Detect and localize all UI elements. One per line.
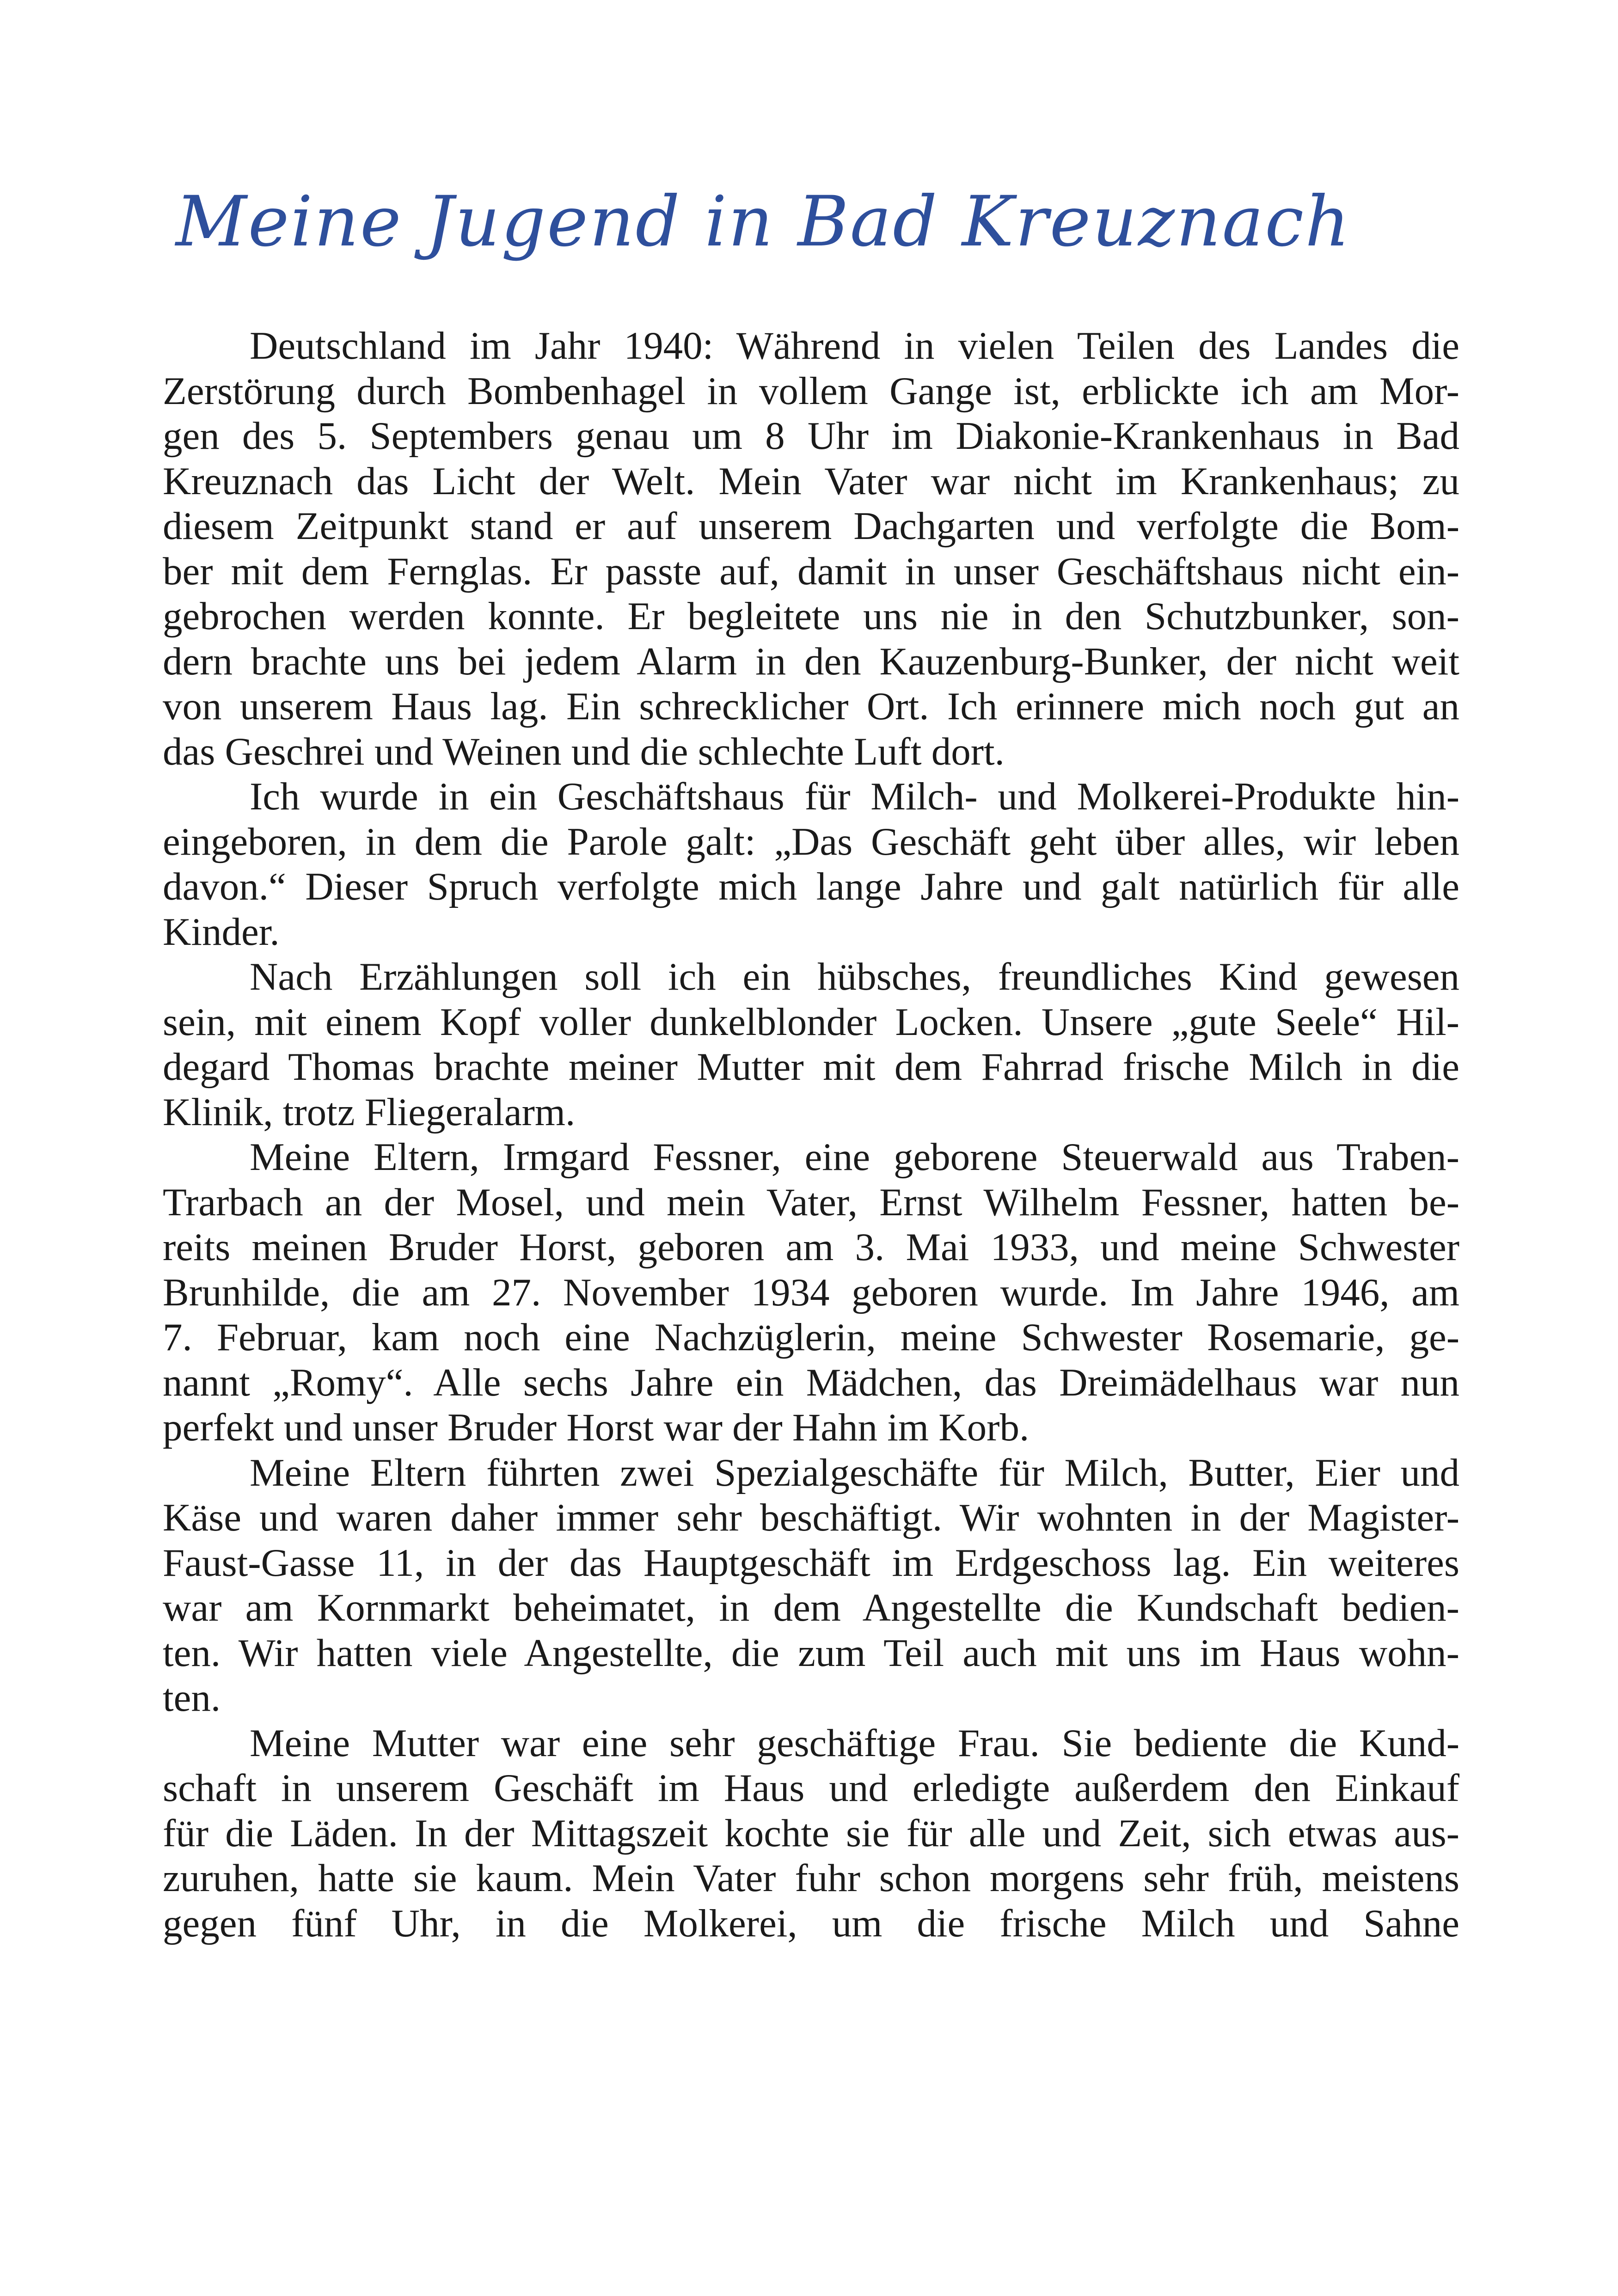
text-line: ber mit dem Fernglas. Er passte auf, damit in unser Geschäftshaus nicht ein- xyxy=(163,549,1459,593)
text-line: Meine Eltern, Irmgard Fessner, eine geborene Steuerwald aus Traben- xyxy=(250,1135,1459,1179)
text-line: Meine Mutter war eine sehr geschäftige Frau. Sie bediente die Kund- xyxy=(250,1721,1459,1765)
text-line: schaft in unserem Geschäft im Haus und erledigte außerdem den Einkauf xyxy=(163,1766,1459,1810)
text-line: Käse und waren daher immer sehr beschäftigt. Wir wohnten in der Magister- xyxy=(163,1496,1459,1539)
text-line: zuruhen, hatte sie kaum. Mein Vater fuhr schon morgens sehr früh, meistens xyxy=(163,1856,1459,1900)
text-line: gegen fünf Uhr, in die Molkerei, um die frische Milch und Sahne xyxy=(163,1901,1459,1945)
text-line: gebrochen werden konnte. Er begleitete uns nie in den Schutzbunker, son- xyxy=(163,594,1459,638)
text-line: Kinder. xyxy=(163,910,280,954)
text-line: gen des 5. Septembers genau um 8 Uhr im Diakonie-Krankenhaus in Bad xyxy=(163,414,1459,458)
text-line: Trarbach an der Mosel, und mein Vater, Ernst Wilhelm Fessner, hatten be- xyxy=(163,1180,1459,1224)
text-line: Faust-Gasse 11, in der das Hauptgeschäft im Erdgeschoss lag. Ein weiteres xyxy=(163,1541,1459,1585)
text-line: war am Kornmarkt beheimatet, in dem Angestellte die Kundschaft bedien- xyxy=(163,1586,1459,1629)
text-line: Klinik, trotz Fliegeralarm. xyxy=(163,1090,576,1134)
paragraph xyxy=(163,324,1459,774)
chapter-title: Meine Jugend in Bad Kreuznach xyxy=(176,182,1351,262)
paragraph xyxy=(163,1721,1459,1947)
text-line: von unserem Haus lag. Ein schrecklicher Ort. Ich erinnere mich noch gut an xyxy=(163,685,1459,728)
text-line: Ich wurde in ein Geschäftshaus für Milch- und Molkerei-Produkte hin- xyxy=(250,775,1459,818)
text-line: sein, mit einem Kopf voller dunkelblonder Locken. Unsere „gute Seele“ Hil- xyxy=(163,1000,1459,1044)
text-line: Zerstörung durch Bombenhagel in vollem Gange ist, erblickte ich am Mor- xyxy=(163,369,1459,413)
text-line: reits meinen Bruder Horst, geboren am 3. Mai 1933, und meine Schwester xyxy=(163,1225,1459,1269)
text-line: dern brachte uns bei jedem Alarm in den Kauzenburg-Bunker, der nicht weit xyxy=(163,639,1459,683)
text-line: Kreuznach das Licht der Welt. Mein Vater war nicht im Krankenhaus; zu xyxy=(163,459,1459,503)
text-line: Brunhilde, die am 27. November 1934 geboren wurde. Im Jahre 1946, am xyxy=(163,1270,1459,1314)
text-line: Nach Erzählungen soll ich ein hübsches, freundliches Kind gewesen xyxy=(250,955,1459,998)
text-line: degard Thomas brachte meiner Mutter mit dem Fahrrad frische Milch in die xyxy=(163,1045,1459,1089)
paragraph xyxy=(163,1135,1459,1451)
text-line: Meine Eltern führten zwei Spezialgeschäfte für Milch, Butter, Eier und xyxy=(250,1451,1459,1494)
text-line: für die Läden. In der Mittagszeit kochte sie für alle und Zeit, sich etwas aus- xyxy=(163,1811,1459,1855)
paragraph xyxy=(163,955,1459,1135)
text-line: diesem Zeitpunkt stand er auf unserem Dachgarten und verfolgte die Bom- xyxy=(163,504,1459,548)
text-line: ten. xyxy=(163,1676,221,1720)
text-line: Deutschland im Jahr 1940: Während in vielen Teilen des Landes die xyxy=(250,324,1459,367)
paragraph xyxy=(163,1451,1459,1721)
text-line: nannt „Romy“. Alle sechs Jahre ein Mädchen, das Dreimädelhaus war nun xyxy=(163,1360,1459,1404)
text-line: perfekt und unser Bruder Horst war der Hahn im Korb. xyxy=(163,1406,1030,1449)
text-line: eingeboren, in dem die Parole galt: „Das Geschäft geht über alles, wir leben xyxy=(163,820,1459,863)
text-line: das Geschrei und Weinen und die schlechte Luft dort. xyxy=(163,729,1005,773)
body-text xyxy=(163,324,1459,1946)
text-line: 7. Februar, kam noch eine Nachzüglerin, meine Schwester Rosemarie, ge- xyxy=(163,1316,1459,1359)
paragraph xyxy=(163,774,1459,955)
text-line: ten. Wir hatten viele Angestellte, die zum Teil auch mit uns im Haus wohn- xyxy=(163,1631,1459,1675)
text-line: davon.“ Dieser Spruch verfolgte mich lange Jahre und galt natürlich für alle xyxy=(163,865,1459,908)
